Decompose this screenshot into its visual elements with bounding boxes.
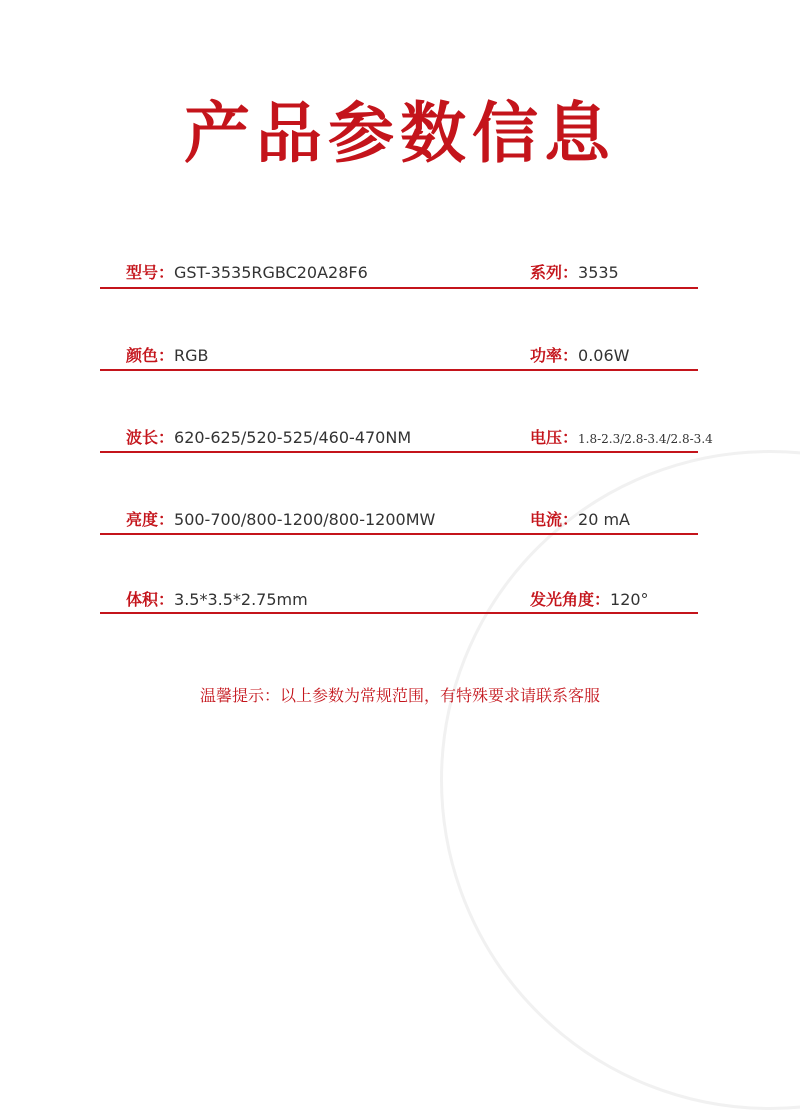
param-beam-angle-label: 发光角度： (530, 590, 611, 609)
row-divider (100, 451, 698, 453)
param-series (530, 262, 619, 284)
page-title: 产品参数信息 (184, 95, 616, 173)
param-voltage (530, 427, 713, 450)
param-current-value: 20 mA (578, 510, 630, 529)
param-current-label: 电流： (530, 510, 579, 529)
param-wavelength-label: 波长： (126, 428, 175, 447)
row-divider (100, 612, 698, 614)
param-color-label: 颜色： (126, 346, 175, 365)
param-size-label: 体积： (126, 590, 175, 609)
decorative-arc (440, 450, 800, 1110)
param-series-label: 系列： (530, 263, 579, 282)
param-brightness (126, 509, 435, 531)
param-voltage-value: 1.8-2.3/2.8-3.4/2.8-3.4 (578, 432, 713, 446)
param-color-value: RGB (174, 346, 209, 365)
row-divider (100, 533, 698, 535)
row-divider (100, 369, 698, 371)
footer-note: 温馨提示：以上参数为常规范围，有特殊要求请联系客服 (199, 686, 600, 705)
param-current (530, 509, 630, 531)
param-beam-angle (530, 589, 649, 611)
param-model (126, 262, 368, 284)
param-model-value: GST-3535RGBC20A28F6 (174, 263, 368, 282)
row-divider (100, 287, 698, 289)
param-brightness-value: 500-700/800-1200/800-1200MW (174, 510, 436, 529)
param-series-value: 3535 (578, 263, 619, 282)
param-color (126, 345, 209, 367)
param-wavelength (126, 427, 411, 449)
param-brightness-label: 亮度： (126, 510, 175, 529)
param-model-label: 型号： (126, 263, 175, 282)
param-size-value: 3.5*3.5*2.75mm (174, 590, 308, 609)
param-power (530, 345, 629, 367)
param-power-label: 功率： (530, 346, 579, 365)
param-size (126, 589, 308, 611)
param-voltage-label: 电压： (530, 428, 579, 447)
param-beam-angle-value: 120° (610, 590, 649, 609)
param-power-value: 0.06W (578, 346, 630, 365)
param-wavelength-value: 620-625/520-525/460-470NM (174, 428, 412, 447)
